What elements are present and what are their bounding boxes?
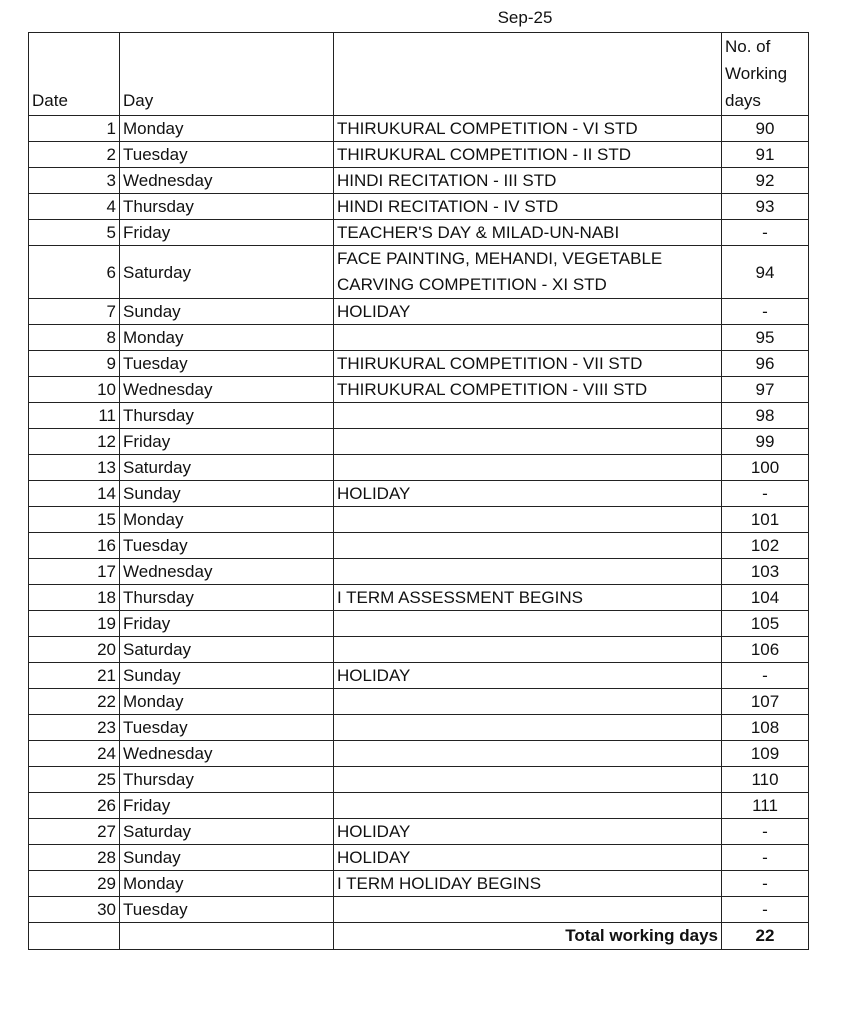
working-days-cell: 101 bbox=[722, 507, 809, 533]
date-cell: 6 bbox=[29, 246, 120, 299]
day-cell: Thursday bbox=[120, 403, 334, 429]
date-cell: 12 bbox=[29, 429, 120, 455]
day-cell: Saturday bbox=[120, 246, 334, 299]
table-row bbox=[29, 845, 809, 871]
day-cell: Friday bbox=[120, 793, 334, 819]
working-days-cell: 109 bbox=[722, 741, 809, 767]
event-cell: HOLIDAY bbox=[334, 299, 722, 325]
working-days-cell: - bbox=[722, 481, 809, 507]
day-cell: Monday bbox=[120, 871, 334, 897]
date-cell: 4 bbox=[29, 194, 120, 220]
event-cell: FACE PAINTING, MEHANDI, VEGETABLE CARVING COMPETITION - XI STD bbox=[334, 246, 722, 299]
event-cell: THIRUKURAL COMPETITION - II STD bbox=[334, 142, 722, 168]
table-row bbox=[29, 897, 809, 923]
working-days-cell: 100 bbox=[722, 455, 809, 481]
total-empty-cell bbox=[120, 923, 334, 950]
day-cell: Friday bbox=[120, 429, 334, 455]
date-cell: 5 bbox=[29, 220, 120, 246]
day-cell: Friday bbox=[120, 611, 334, 637]
date-cell: 17 bbox=[29, 559, 120, 585]
table-row bbox=[29, 741, 809, 767]
event-cell: HINDI RECITATION - IV STD bbox=[334, 194, 722, 220]
table-row bbox=[29, 663, 809, 689]
date-cell: 28 bbox=[29, 845, 120, 871]
event-cell: I TERM ASSESSMENT BEGINS bbox=[334, 585, 722, 611]
event-cell: TEACHER'S DAY & MILAD-UN-NABI bbox=[334, 220, 722, 246]
event-cell: THIRUKURAL COMPETITION - VII STD bbox=[334, 351, 722, 377]
event-cell bbox=[334, 637, 722, 663]
day-column-header: Day bbox=[120, 33, 334, 116]
date-cell: 7 bbox=[29, 299, 120, 325]
date-cell: 26 bbox=[29, 793, 120, 819]
date-cell: 3 bbox=[29, 168, 120, 194]
working-days-table bbox=[28, 32, 809, 950]
day-cell: Thursday bbox=[120, 194, 334, 220]
event-cell bbox=[334, 715, 722, 741]
table-row bbox=[29, 194, 809, 220]
day-cell: Sunday bbox=[120, 481, 334, 507]
working-days-cell: 111 bbox=[722, 793, 809, 819]
day-cell: Monday bbox=[120, 116, 334, 142]
date-cell: 30 bbox=[29, 897, 120, 923]
day-cell: Monday bbox=[120, 689, 334, 715]
working-days-cell: 93 bbox=[722, 194, 809, 220]
working-days-cell: 104 bbox=[722, 585, 809, 611]
working-days-cell: 91 bbox=[722, 142, 809, 168]
table-row bbox=[29, 481, 809, 507]
table-row bbox=[29, 507, 809, 533]
day-cell: Monday bbox=[120, 507, 334, 533]
event-cell: THIRUKURAL COMPETITION - VIII STD bbox=[334, 377, 722, 403]
event-cell: HINDI RECITATION - III STD bbox=[334, 168, 722, 194]
event-cell: HOLIDAY bbox=[334, 663, 722, 689]
table-row bbox=[29, 793, 809, 819]
table-row bbox=[29, 429, 809, 455]
event-cell bbox=[334, 559, 722, 585]
day-cell: Saturday bbox=[120, 819, 334, 845]
table-row bbox=[29, 533, 809, 559]
day-cell: Monday bbox=[120, 325, 334, 351]
date-cell: 2 bbox=[29, 142, 120, 168]
day-cell: Wednesday bbox=[120, 168, 334, 194]
working-days-column-header: No. of Working days bbox=[722, 33, 809, 116]
day-cell: Friday bbox=[120, 220, 334, 246]
table-row bbox=[29, 299, 809, 325]
table-row bbox=[29, 377, 809, 403]
day-cell: Wednesday bbox=[120, 741, 334, 767]
day-cell: Saturday bbox=[120, 637, 334, 663]
working-days-cell: 96 bbox=[722, 351, 809, 377]
total-value: 22 bbox=[722, 923, 809, 950]
table-row bbox=[29, 142, 809, 168]
day-cell: Sunday bbox=[120, 845, 334, 871]
date-cell: 11 bbox=[29, 403, 120, 429]
working-days-cell: - bbox=[722, 871, 809, 897]
date-cell: 27 bbox=[29, 819, 120, 845]
table-row bbox=[29, 689, 809, 715]
event-cell bbox=[334, 429, 722, 455]
date-cell: 8 bbox=[29, 325, 120, 351]
date-cell: 14 bbox=[29, 481, 120, 507]
event-cell bbox=[334, 767, 722, 793]
table-row bbox=[29, 767, 809, 793]
event-cell bbox=[334, 403, 722, 429]
working-days-cell: 105 bbox=[722, 611, 809, 637]
working-days-cell: 94 bbox=[722, 246, 809, 299]
working-days-cell: - bbox=[722, 845, 809, 871]
table-row bbox=[29, 351, 809, 377]
event-cell bbox=[334, 741, 722, 767]
day-cell: Wednesday bbox=[120, 377, 334, 403]
working-days-cell: 108 bbox=[722, 715, 809, 741]
date-cell: 25 bbox=[29, 767, 120, 793]
working-days-cell: 97 bbox=[722, 377, 809, 403]
date-cell: 20 bbox=[29, 637, 120, 663]
total-label: Total working days bbox=[334, 923, 722, 950]
working-days-cell: 103 bbox=[722, 559, 809, 585]
working-days-cell: 110 bbox=[722, 767, 809, 793]
table-row bbox=[29, 325, 809, 351]
event-cell bbox=[334, 455, 722, 481]
table-row bbox=[29, 455, 809, 481]
schedule-body bbox=[29, 116, 809, 923]
header-row bbox=[29, 33, 809, 116]
event-cell bbox=[334, 897, 722, 923]
working-days-cell: 99 bbox=[722, 429, 809, 455]
table-row bbox=[29, 871, 809, 897]
event-cell: THIRUKURAL COMPETITION - VI STD bbox=[334, 116, 722, 142]
date-cell: 9 bbox=[29, 351, 120, 377]
working-days-cell: - bbox=[722, 663, 809, 689]
event-column-header bbox=[334, 33, 722, 116]
working-days-cell: 90 bbox=[722, 116, 809, 142]
event-cell bbox=[334, 325, 722, 351]
day-cell: Tuesday bbox=[120, 715, 334, 741]
event-cell: I TERM HOLIDAY BEGINS bbox=[334, 871, 722, 897]
table-row bbox=[29, 715, 809, 741]
working-days-cell: - bbox=[722, 819, 809, 845]
table-row bbox=[29, 403, 809, 429]
table-row bbox=[29, 819, 809, 845]
working-days-cell: 102 bbox=[722, 533, 809, 559]
date-cell: 10 bbox=[29, 377, 120, 403]
working-days-cell: 92 bbox=[722, 168, 809, 194]
event-cell bbox=[334, 611, 722, 637]
date-cell: 15 bbox=[29, 507, 120, 533]
table-row bbox=[29, 168, 809, 194]
date-cell: 22 bbox=[29, 689, 120, 715]
day-cell: Saturday bbox=[120, 455, 334, 481]
table-row bbox=[29, 246, 809, 299]
date-cell: 16 bbox=[29, 533, 120, 559]
working-days-cell: 106 bbox=[722, 637, 809, 663]
table-row bbox=[29, 116, 809, 142]
date-cell: 18 bbox=[29, 585, 120, 611]
day-cell: Tuesday bbox=[120, 897, 334, 923]
event-cell bbox=[334, 533, 722, 559]
table-row bbox=[29, 637, 809, 663]
day-cell: Thursday bbox=[120, 767, 334, 793]
date-cell: 29 bbox=[29, 871, 120, 897]
event-cell bbox=[334, 507, 722, 533]
event-cell: HOLIDAY bbox=[334, 819, 722, 845]
working-days-cell: 95 bbox=[722, 325, 809, 351]
day-cell: Tuesday bbox=[120, 351, 334, 377]
day-cell: Wednesday bbox=[120, 559, 334, 585]
working-days-cell: 98 bbox=[722, 403, 809, 429]
table-row bbox=[29, 585, 809, 611]
working-days-cell: - bbox=[722, 897, 809, 923]
day-cell: Thursday bbox=[120, 585, 334, 611]
event-cell bbox=[334, 689, 722, 715]
working-days-cell: - bbox=[722, 299, 809, 325]
date-column-header: Date bbox=[29, 33, 120, 116]
working-days-cell: - bbox=[722, 220, 809, 246]
month-title: Sep-25 bbox=[497, 8, 553, 27]
date-cell: 24 bbox=[29, 741, 120, 767]
date-cell: 1 bbox=[29, 116, 120, 142]
date-cell: 21 bbox=[29, 663, 120, 689]
day-cell: Sunday bbox=[120, 299, 334, 325]
event-cell: HOLIDAY bbox=[334, 845, 722, 871]
day-cell: Tuesday bbox=[120, 142, 334, 168]
event-cell bbox=[334, 793, 722, 819]
total-empty-cell bbox=[29, 923, 120, 950]
day-cell: Tuesday bbox=[120, 533, 334, 559]
event-cell: HOLIDAY bbox=[334, 481, 722, 507]
table-row bbox=[29, 559, 809, 585]
working-days-cell: 107 bbox=[722, 689, 809, 715]
table-row bbox=[29, 611, 809, 637]
date-cell: 13 bbox=[29, 455, 120, 481]
day-cell: Sunday bbox=[120, 663, 334, 689]
table-row bbox=[29, 220, 809, 246]
date-cell: 19 bbox=[29, 611, 120, 637]
total-row bbox=[29, 923, 809, 950]
date-cell: 23 bbox=[29, 715, 120, 741]
